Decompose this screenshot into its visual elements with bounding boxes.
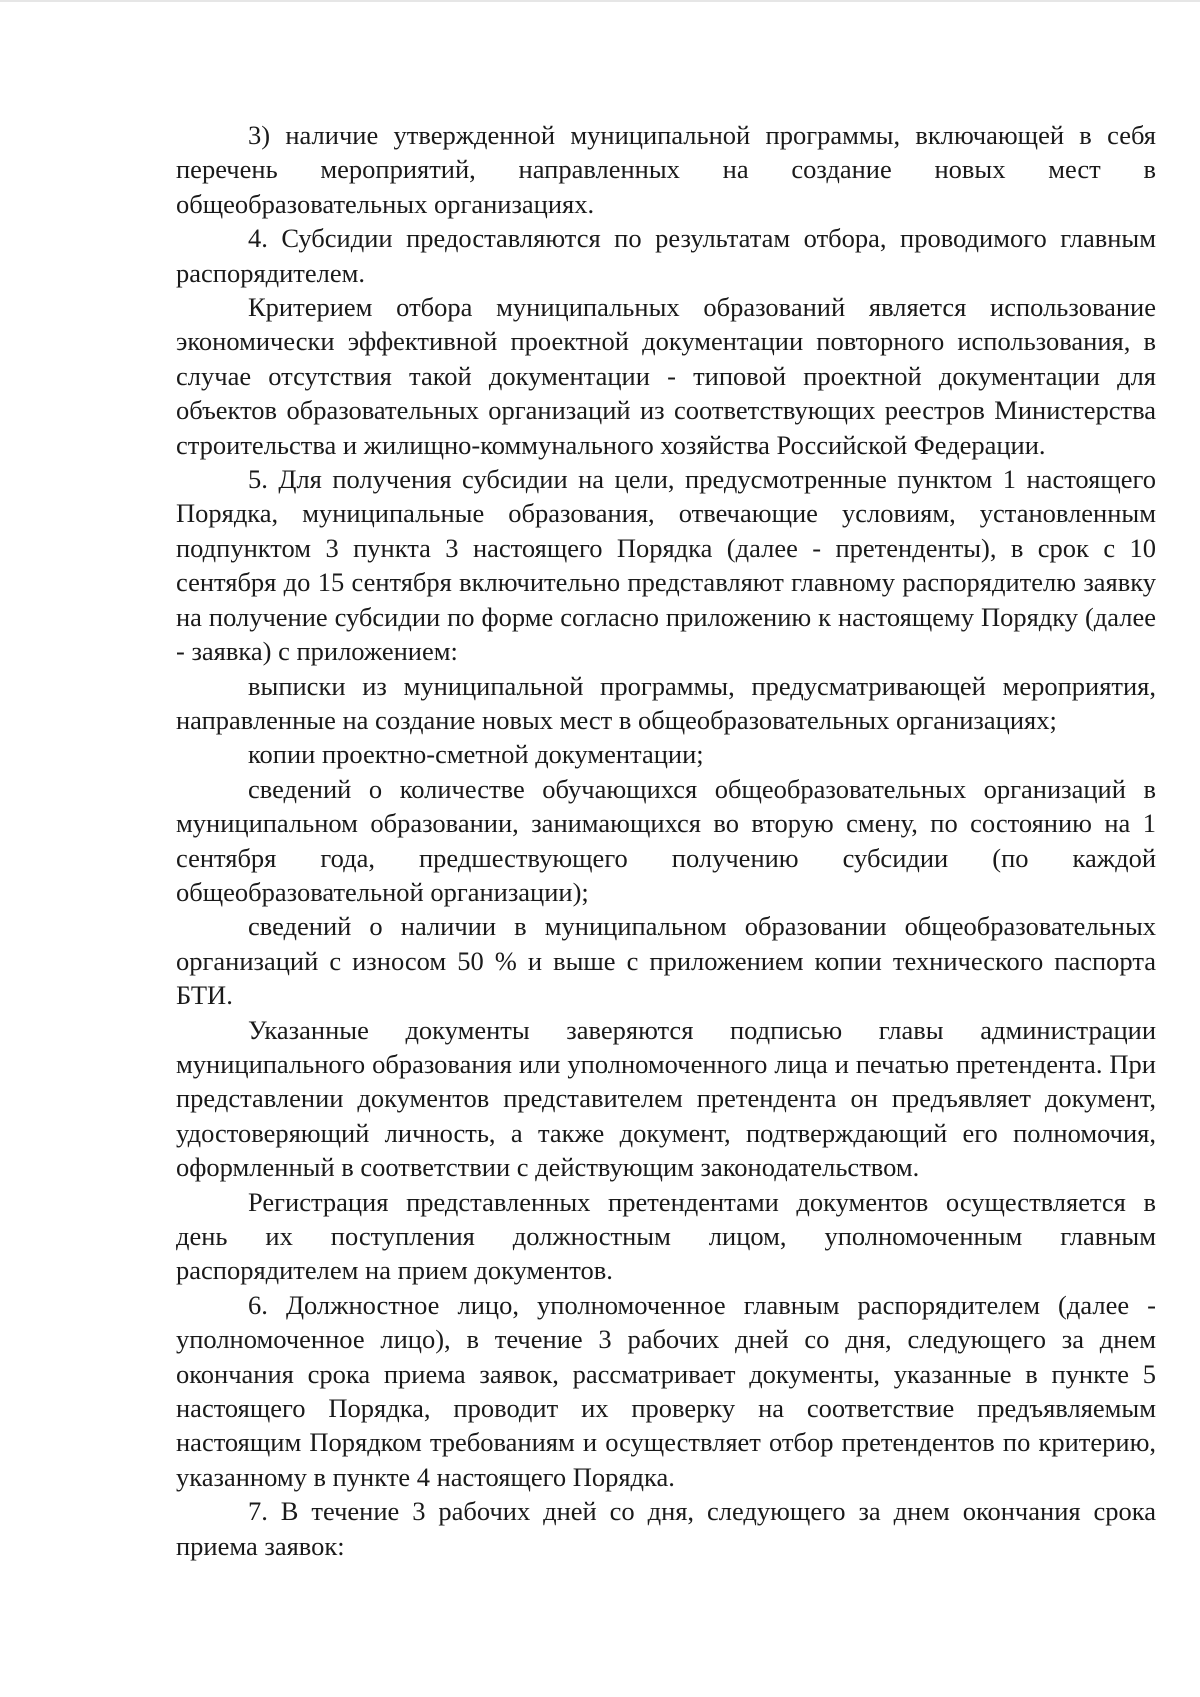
paragraph-selection-criterion: Критерием отбора муниципальных образований является использование экономически эффективной проектной документации повторного использования, в случае отсутствия такой документации - типовой проектной документации для объектов образовательных организаций из соответствующих реестров Министерства строительства и жилищно-коммунального хозяйства Российской Федерации.	[176, 292, 1156, 460]
paragraph-5: 5. Для получения субсидии на цели, предусмотренные пунктом 1 настоящего Порядка, муниципальные образования, отвечающие условиям, установленным подпунктом 3 пункта 3 настоящего Порядка (далее - претенденты), в срок с 10 сентября до 15 сентября включительно представляют главному распорядителю заявку на получение субсидии по форме согласно приложению к настоящему Порядку (далее - заявка) с приложением:	[176, 464, 1156, 667]
paragraph-item-3: 3) наличие утвержденной муниципальной программы, включающей в себя перечень мероприятий, направленных на создание новых мест в общеобразовательных организациях.	[176, 120, 1156, 219]
paragraph-attachment-extract: выписки из муниципальной программы, предусматривающей мероприятия, направленные на создание новых мест в общеобразовательных организациях;	[176, 670, 1156, 735]
paragraph-certification: Указанные документы заверяются подписью главы администрации муниципального образования или уполномоченного лица и печатью претендента. При представлении документов представителем претендента он предъявляет документ, удостоверяющий личность, а также документ, подтверждающий его полномочия, оформленный в соответствии с действующим законодательством.	[176, 1014, 1156, 1183]
paragraph-registration: Регистрация представленных претендентами документов осуществляется в день их поступления должностным лицом, уполномоченным главным распорядителем на прием документов.	[176, 1186, 1156, 1286]
scan-edge	[0, 0, 1200, 2]
document-body	[176, 118, 1156, 1563]
paragraph-6: 6. Должностное лицо, уполномоченное главным распорядителем (далее - уполномоченное лицо), в течение 3 рабочих дней со дня, следующего за днем окончания срока приема заявок, рассматривает документы, указанные в пункте 5 настоящего Порядка, проводит их проверку на соответствие предъявляемым настоящим Порядком требованиям и осуществляет отбор претендентов по критерию, указанному в пункте 4 настоящего Порядка.	[176, 1289, 1156, 1492]
paragraph-attachment-wear: сведений о наличии в муниципальном образовании общеобразовательных организаций с износом 50 % и выше с приложением копии технического паспорта БТИ.	[176, 911, 1156, 1011]
paragraph-4: 4. Субсидии предоставляются по результатам отбора, проводимого главным распорядителем.	[176, 223, 1156, 288]
paragraph-7: 7. В течение 3 рабочих дней со дня, следующего за днем окончания срока приема заявок:	[176, 1496, 1156, 1561]
paragraph-attachment-students: сведений о количестве обучающихся общеобразовательных организаций в муниципальном образовании, занимающихся во вторую смену, по состоянию на 1 сентября года, предшествующего получению субсидии (по каждой общеобразовательной организации);	[176, 773, 1156, 907]
paragraph-attachment-copies: копии проектно-сметной документации;	[248, 739, 704, 770]
